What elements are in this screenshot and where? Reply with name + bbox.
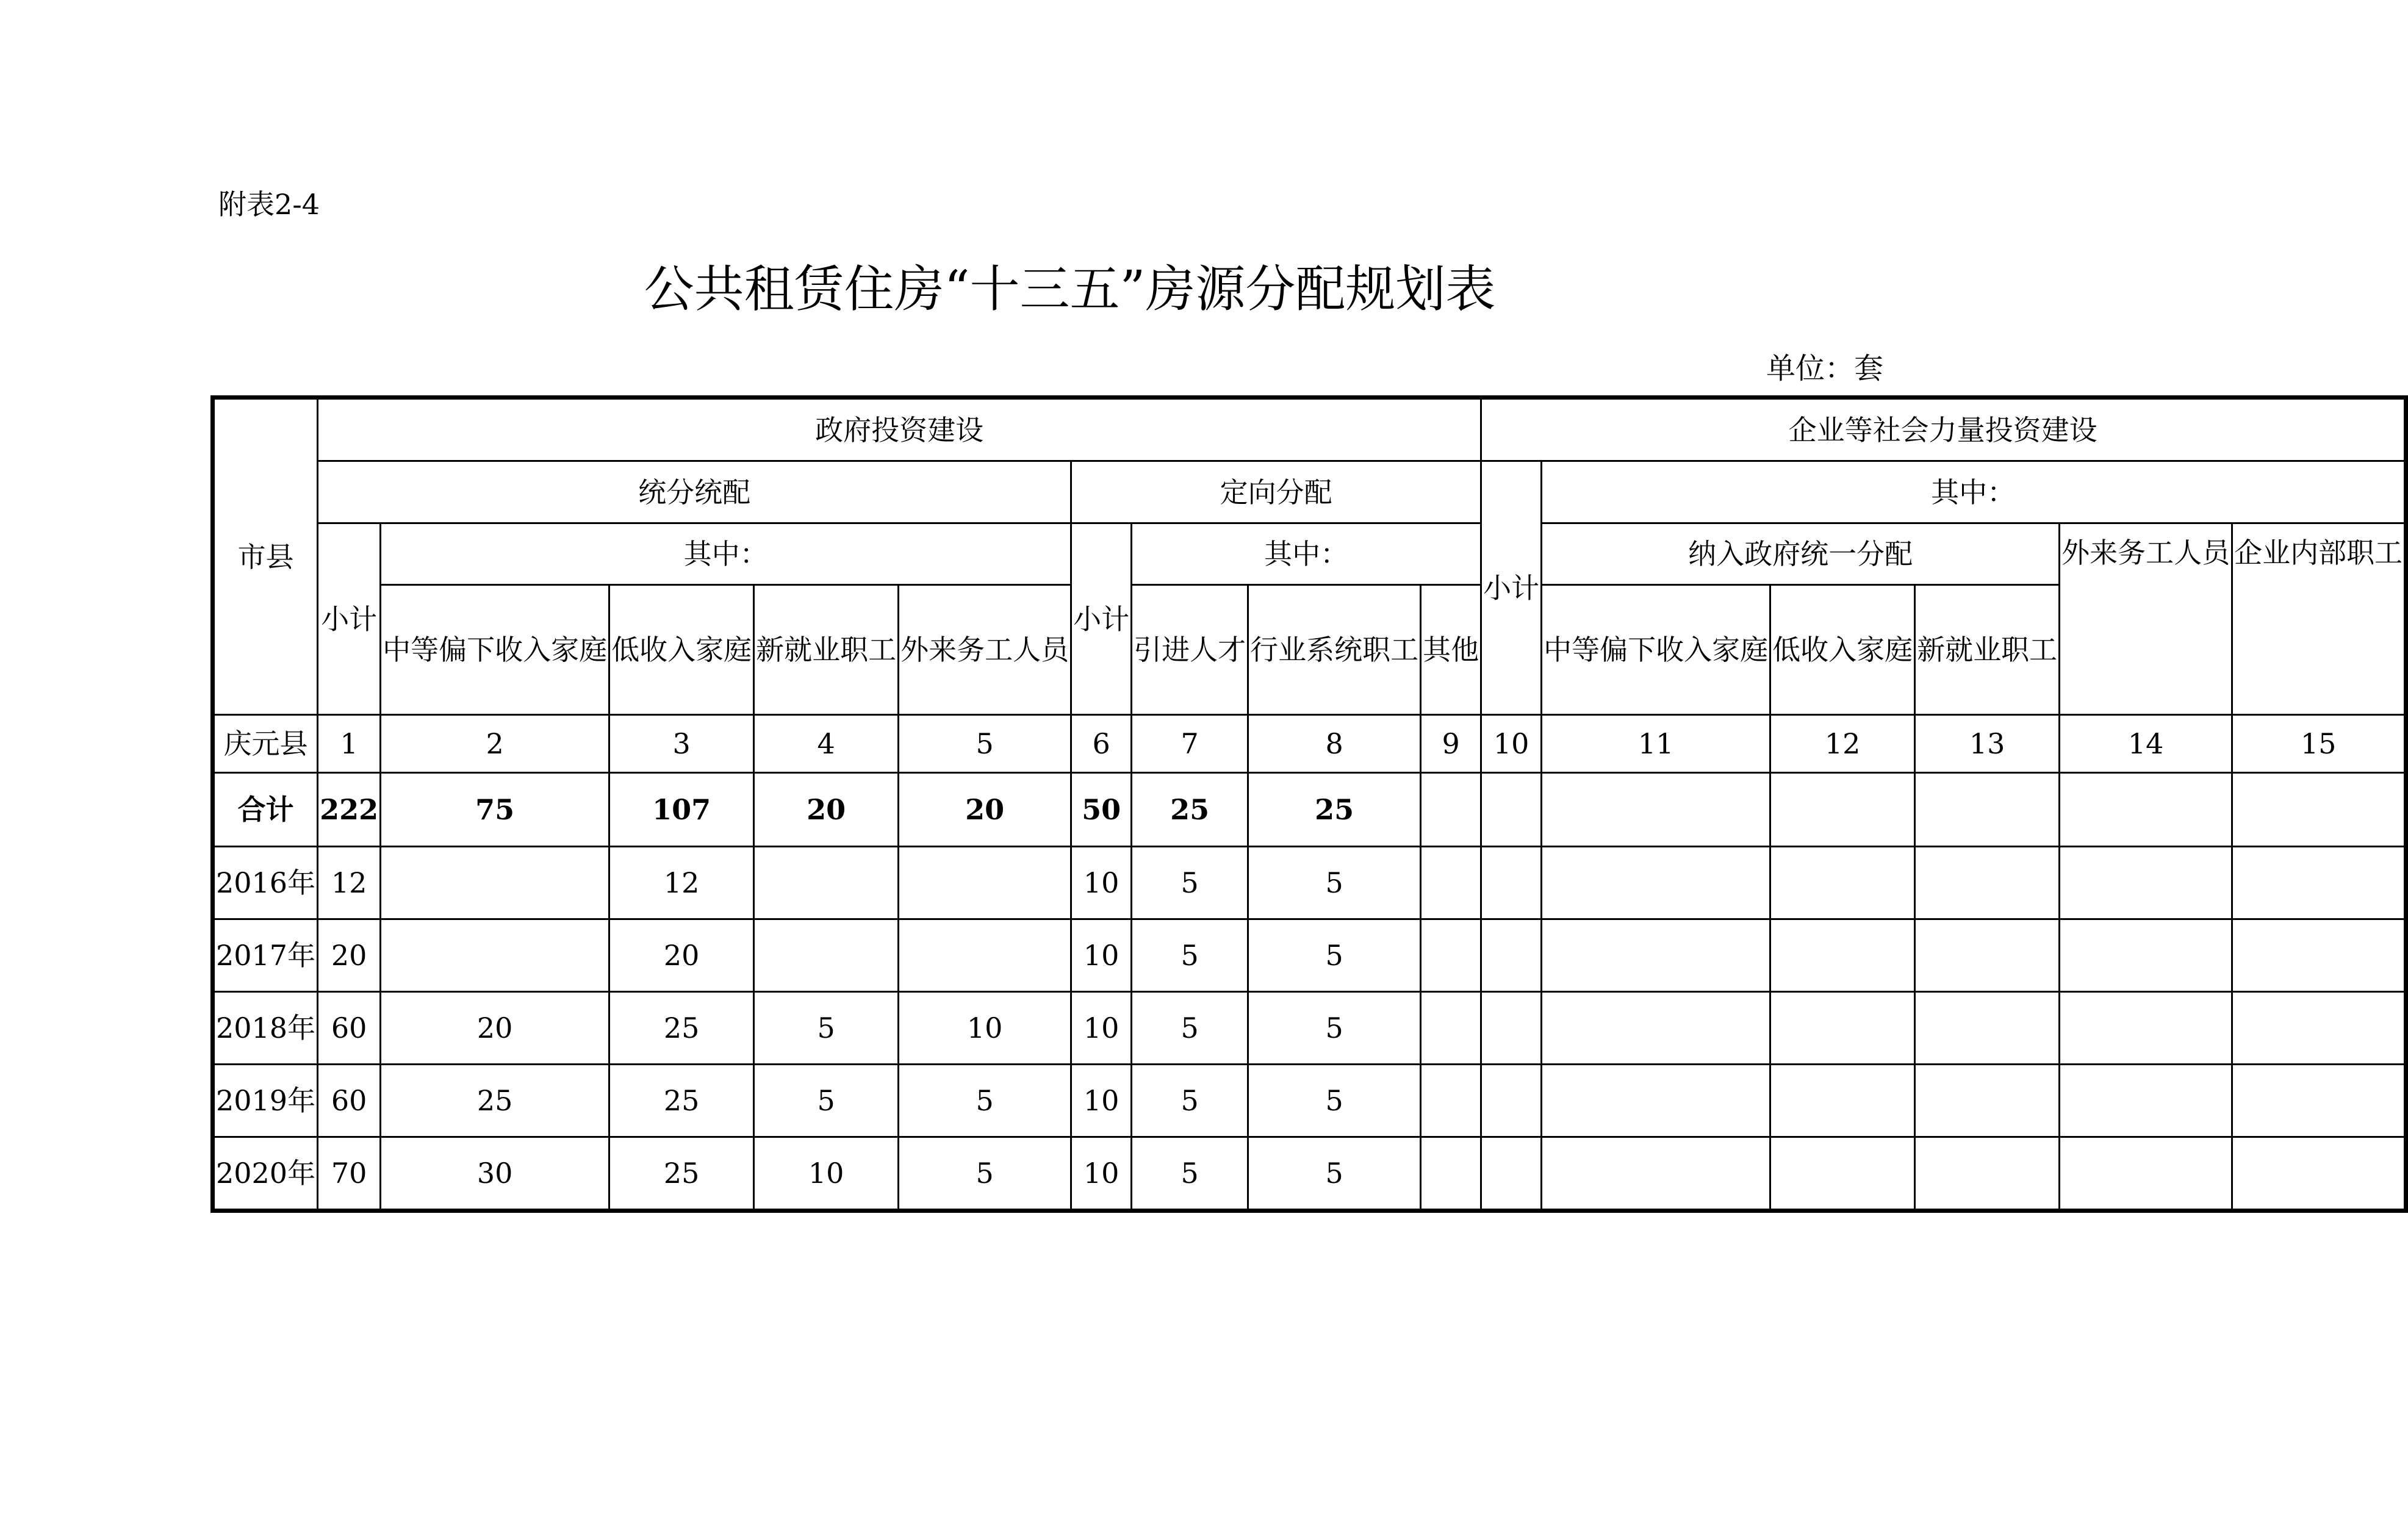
table-cell <box>754 919 899 992</box>
unit-label: 单位：套 <box>1766 351 1884 386</box>
table-cell <box>1542 1137 1770 1211</box>
table-cell <box>1915 1137 2060 1211</box>
ent-low-income-header: 低收入家庭 <box>1770 585 1915 715</box>
table-cell <box>1542 773 1770 847</box>
column-index: 10 <box>1481 715 1542 773</box>
table-cell <box>1770 773 1915 847</box>
gov-invest-header: 政府投资建设 <box>318 398 1481 461</box>
directed-subtotal-header: 小计 <box>1071 523 1132 715</box>
county-name: 庆元县 <box>213 715 318 773</box>
table-cell <box>1915 847 2060 919</box>
table-cell <box>2060 1065 2232 1137</box>
table-cell: 25 <box>1248 773 1421 847</box>
table-cell <box>1770 919 1915 992</box>
table-cell <box>2232 847 2406 919</box>
column-index: 2 <box>381 715 609 773</box>
total-row <box>213 773 2406 847</box>
table-cell: 5 <box>1248 847 1421 919</box>
table-cell: 20 <box>899 773 1071 847</box>
table-cell <box>899 919 1071 992</box>
table-cell: 25 <box>609 992 754 1065</box>
table-cell: 20 <box>609 919 754 992</box>
migrant-worker-header: 外来务工人员 <box>899 585 1071 715</box>
table-cell <box>1421 773 1481 847</box>
table-cell <box>2232 1137 2406 1211</box>
table-cell: 5 <box>1248 919 1421 992</box>
table-cell: 70 <box>318 1137 381 1211</box>
row-label: 2019年 <box>213 1065 318 1137</box>
table-cell <box>754 847 899 919</box>
table-cell <box>1915 992 2060 1065</box>
allocation-plan-table <box>210 395 2408 1213</box>
table-cell: 25 <box>609 1137 754 1211</box>
table-cell: 60 <box>318 1065 381 1137</box>
table-cell <box>381 919 609 992</box>
table-cell <box>1421 847 1481 919</box>
row-label: 合计 <box>213 773 318 847</box>
table-cell <box>2232 1065 2406 1137</box>
table-cell: 20 <box>318 919 381 992</box>
table-cell <box>1542 847 1770 919</box>
table-cell: 10 <box>1071 919 1132 992</box>
table-cell: 5 <box>754 992 899 1065</box>
table-cell: 5 <box>1132 847 1248 919</box>
header-row-1 <box>213 398 2406 461</box>
column-index: 5 <box>899 715 1071 773</box>
table-cell <box>1481 847 1542 919</box>
page-title: 公共租赁住房“十三五”房源分配规划表 <box>644 261 1496 318</box>
table-cell: 5 <box>1132 1065 1248 1137</box>
ent-new-employee-header: 新就业职工 <box>1915 585 2060 715</box>
table-cell: 5 <box>1132 1137 1248 1211</box>
table-cell: 5 <box>899 1065 1071 1137</box>
column-index-row <box>213 715 2406 773</box>
table-cell <box>899 847 1071 919</box>
row-label: 2016年 <box>213 847 318 919</box>
table-cell: 107 <box>609 773 754 847</box>
table-cell: 10 <box>899 992 1071 1065</box>
header-row-2 <box>213 461 2406 523</box>
column-index: 14 <box>2060 715 2232 773</box>
column-index: 7 <box>1132 715 1248 773</box>
table-cell: 12 <box>318 847 381 919</box>
table-cell <box>1421 1065 1481 1137</box>
table-cell: 20 <box>381 992 609 1065</box>
enterprise-migrant-header: 外来务工人员 <box>2060 523 2232 715</box>
table-cell <box>1915 1065 2060 1137</box>
table-cell <box>2060 992 2232 1065</box>
table-cell <box>381 847 609 919</box>
ent-mid-low-income-header: 中等偏下收入家庭 <box>1542 585 1770 715</box>
table-row <box>213 919 2406 992</box>
table-cell: 25 <box>609 1065 754 1137</box>
column-index: 15 <box>2232 715 2406 773</box>
table-cell <box>2060 847 2232 919</box>
table-cell <box>1770 1065 1915 1137</box>
table-cell: 10 <box>1071 1137 1132 1211</box>
column-index: 1 <box>318 715 381 773</box>
table-cell: 25 <box>1132 773 1248 847</box>
table-cell: 25 <box>381 1065 609 1137</box>
table-cell: 12 <box>609 847 754 919</box>
table-cell <box>2060 919 2232 992</box>
table-cell: 10 <box>754 1137 899 1211</box>
column-index: 12 <box>1770 715 1915 773</box>
table-cell: 5 <box>1132 992 1248 1065</box>
column-index: 8 <box>1248 715 1421 773</box>
city-county-header: 市县 <box>213 398 318 715</box>
table-cell <box>2232 919 2406 992</box>
table-cell: 5 <box>754 1065 899 1137</box>
table-cell <box>1481 773 1542 847</box>
table-cell: 60 <box>318 992 381 1065</box>
table-cell <box>1421 1137 1481 1211</box>
table-cell <box>1770 847 1915 919</box>
industry-worker-header: 行业系统职工 <box>1248 585 1421 715</box>
table-row <box>213 1137 2406 1211</box>
table-cell: 5 <box>1248 1137 1421 1211</box>
table-cell <box>1481 919 1542 992</box>
column-index: 3 <box>609 715 754 773</box>
table-cell <box>1770 992 1915 1065</box>
row-label: 2017年 <box>213 919 318 992</box>
unified-alloc-header: 统分统配 <box>318 461 1071 523</box>
table-cell <box>2232 992 2406 1065</box>
mid-low-income-header: 中等偏下收入家庭 <box>381 585 609 715</box>
column-index: 4 <box>754 715 899 773</box>
talent-header: 引进人才 <box>1132 585 1248 715</box>
row-label: 2018年 <box>213 992 318 1065</box>
table-cell: 5 <box>1248 1065 1421 1137</box>
table-cell: 222 <box>318 773 381 847</box>
table-row <box>213 992 2406 1065</box>
header-row-3 <box>213 523 2406 585</box>
table-cell <box>2232 773 2406 847</box>
directed-including-header: 其中： <box>1132 523 1481 585</box>
table-cell <box>1542 992 1770 1065</box>
enterprise-invest-header: 企业等社会力量投资建设 <box>1481 398 2406 461</box>
table-cell: 5 <box>1132 919 1248 992</box>
other-header: 其他 <box>1421 585 1481 715</box>
table-cell <box>1421 992 1481 1065</box>
column-index: 13 <box>1915 715 2060 773</box>
new-employee-header: 新就业职工 <box>754 585 899 715</box>
row-label: 2020年 <box>213 1137 318 1211</box>
table-cell <box>1770 1137 1915 1211</box>
table-cell <box>2060 773 2232 847</box>
table-cell: 30 <box>381 1137 609 1211</box>
table-cell <box>1481 1137 1542 1211</box>
table-cell <box>1915 919 2060 992</box>
table-cell <box>1481 992 1542 1065</box>
unified-subtotal-header: 小计 <box>318 523 381 715</box>
table-cell <box>1481 1065 1542 1137</box>
table-cell: 75 <box>381 773 609 847</box>
table-row <box>213 847 2406 919</box>
unified-including-header: 其中： <box>381 523 1071 585</box>
enterprise-subtotal-header: 小计 <box>1481 461 1542 715</box>
table-cell: 10 <box>1071 992 1132 1065</box>
column-index: 11 <box>1542 715 1770 773</box>
gov-unified-include-header: 纳入政府统一分配 <box>1542 523 2060 585</box>
table-cell <box>1421 919 1481 992</box>
enterprise-including-header: 其中： <box>1542 461 2406 523</box>
column-index: 6 <box>1071 715 1132 773</box>
annex-label: 附表2-4 <box>218 188 320 221</box>
table-cell <box>1542 919 1770 992</box>
table-cell: 5 <box>1248 992 1421 1065</box>
table-cell <box>1915 773 2060 847</box>
table-cell <box>1542 1065 1770 1137</box>
table-cell: 10 <box>1071 847 1132 919</box>
table-cell: 10 <box>1071 1065 1132 1137</box>
column-index: 9 <box>1421 715 1481 773</box>
low-income-header: 低收入家庭 <box>609 585 754 715</box>
table-row <box>213 1065 2406 1137</box>
enterprise-internal-header: 企业内部职工 <box>2232 523 2406 715</box>
table-cell: 50 <box>1071 773 1132 847</box>
table-cell: 5 <box>899 1137 1071 1211</box>
table-cell <box>2060 1137 2232 1211</box>
table-cell: 20 <box>754 773 899 847</box>
directed-alloc-header: 定向分配 <box>1071 461 1481 523</box>
